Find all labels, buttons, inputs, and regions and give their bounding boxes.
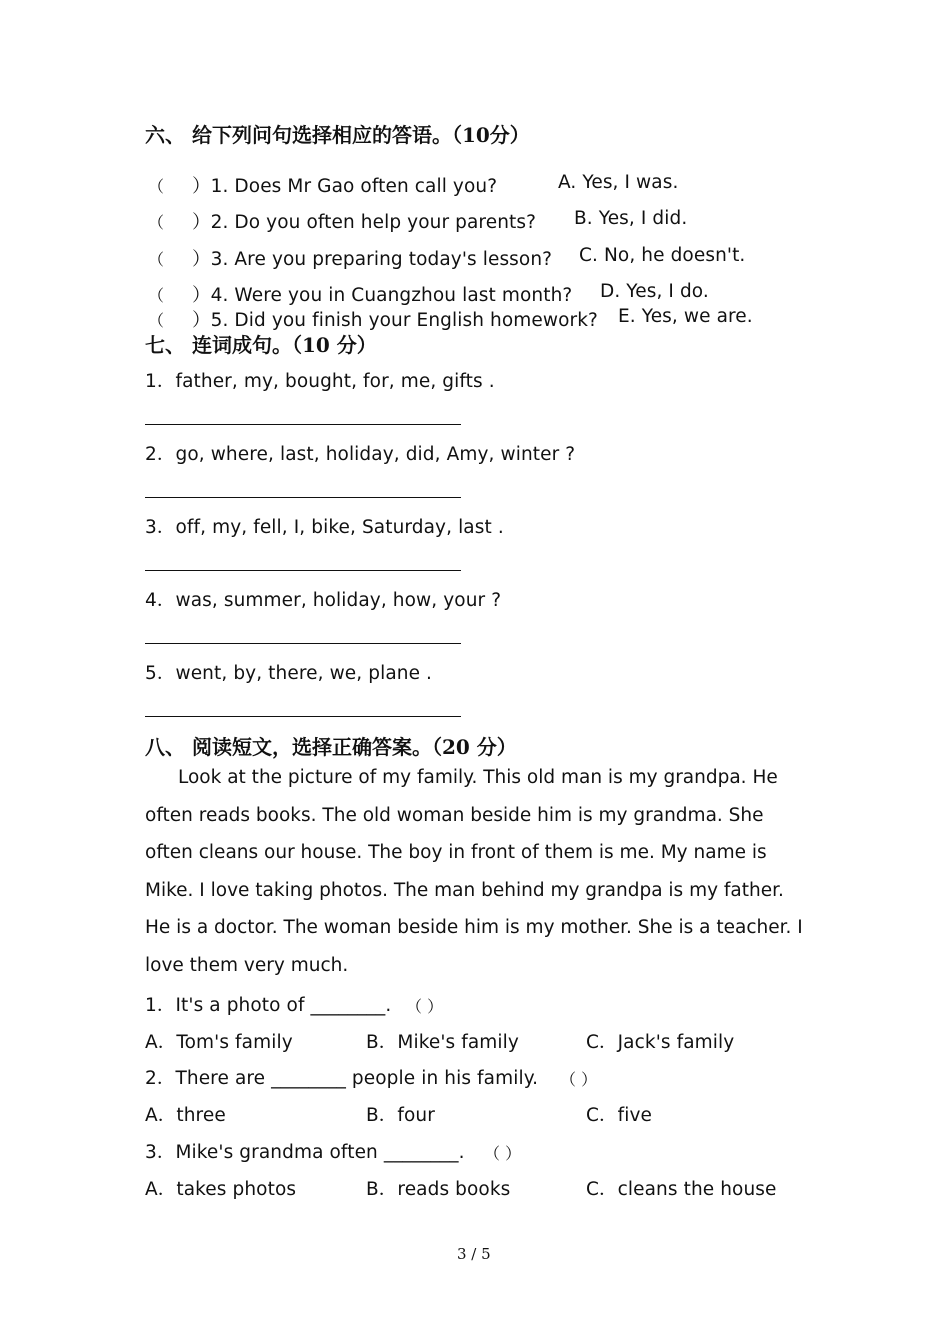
answer-blank-open: （ bbox=[148, 311, 165, 330]
scrambled-sentence: 1．father, my, bought, for, me, gifts . bbox=[145, 371, 495, 392]
answer-line[interactable] bbox=[145, 497, 461, 498]
scrambled-sentence: 5．went, by, there, we, plane . bbox=[145, 663, 433, 684]
answer-line[interactable] bbox=[145, 570, 461, 571]
matching-question: ）5. Did you finish your English homework? bbox=[192, 310, 598, 331]
matching-answer: E. Yes, we are. bbox=[618, 306, 753, 327]
answer-parentheses[interactable]: （ ） bbox=[560, 1070, 598, 1089]
matching-question: ）4. Were you in Cuangzhou last month? bbox=[192, 285, 573, 306]
section-8-heading: 八、 阅读短文，选择正确答案。（20 分） bbox=[145, 735, 517, 759]
answer-blank-open: （ bbox=[148, 286, 165, 305]
option-a: A．takes photos bbox=[145, 1179, 297, 1200]
option-b: B．reads books bbox=[366, 1179, 511, 1200]
scrambled-sentence: 4．was, summer, holiday, how, your ? bbox=[145, 590, 502, 611]
section-7-heading: 七、 连词成句。（10 分） bbox=[145, 333, 377, 357]
answer-parentheses[interactable]: （ ） bbox=[484, 1144, 522, 1163]
matching-answer: B. Yes, I did. bbox=[574, 208, 688, 229]
reading-passage: Look at the picture of my family. This old man is my grandpa. He often reads books. The old woman beside him is my grandma. She often cleans our house. The boy in front of them is me. My name is Mike. I love taking photos. The man behind my grandpa is my father. He is a doctor. The woman beside him is my mother. She is a teacher. I love them very much. bbox=[145, 767, 803, 976]
answer-blank-open: （ bbox=[148, 250, 165, 269]
matching-question: ）2. Do you often help your parents? bbox=[192, 212, 537, 233]
option-a: A．Tom's family bbox=[145, 1032, 293, 1053]
scrambled-sentence: 3．off, my, fell, I, bike, Saturday, last . bbox=[145, 517, 504, 538]
answer-line[interactable] bbox=[145, 424, 461, 425]
option-c: C．Jack's family bbox=[586, 1032, 735, 1053]
question-text: 3．Mike's grandma often ________. bbox=[145, 1142, 465, 1163]
question-text: 2．There are ________ people in his family. bbox=[145, 1068, 539, 1089]
question-text: 1．It's a photo of ________. bbox=[145, 995, 392, 1016]
matching-answer: D. Yes, I do. bbox=[600, 281, 709, 302]
option-a: A．three bbox=[145, 1105, 226, 1126]
option-c: C．cleans the house bbox=[586, 1179, 777, 1200]
matching-answer: C. No, he doesn't. bbox=[579, 245, 746, 266]
option-b: B．four bbox=[366, 1105, 435, 1126]
answer-blank-open: （ bbox=[148, 213, 165, 232]
matching-question: ）1. Does Mr Gao often call you? bbox=[192, 176, 498, 197]
answer-parentheses[interactable]: （ ） bbox=[406, 997, 444, 1016]
page-number: 3 / 5 bbox=[457, 1245, 491, 1263]
option-b: B．Mike's family bbox=[366, 1032, 519, 1053]
matching-answer: A. Yes, I was. bbox=[558, 172, 679, 193]
answer-line[interactable] bbox=[145, 716, 461, 717]
scrambled-sentence: 2．go, where, last, holiday, did, Amy, winter ? bbox=[145, 444, 576, 465]
answer-blank-open: （ bbox=[148, 177, 165, 196]
answer-line[interactable] bbox=[145, 643, 461, 644]
section-6-heading: 六、 给下列问句选择相应的答语。（10分） bbox=[145, 123, 530, 147]
option-c: C．five bbox=[586, 1105, 653, 1126]
matching-question: ）3. Are you preparing today's lesson? bbox=[192, 249, 553, 270]
